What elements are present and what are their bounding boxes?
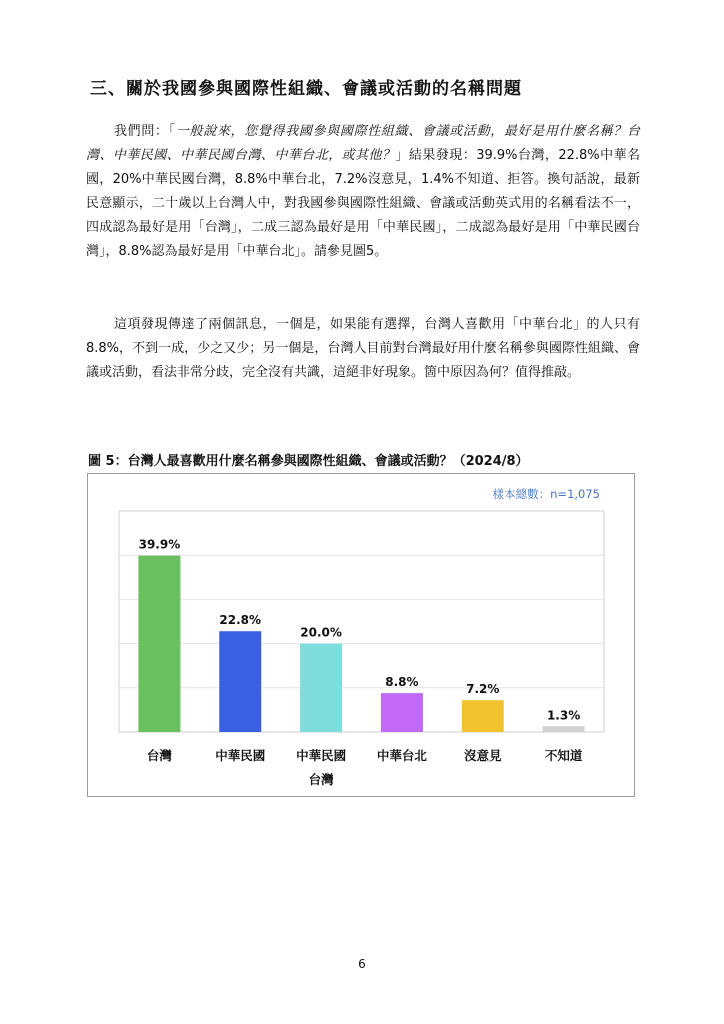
bar-1 xyxy=(138,556,180,732)
paragraph-1 xyxy=(86,120,640,264)
paragraph-1-lead: 我們問：「 xyxy=(114,124,176,139)
paragraph-2: 這項發現傳達了兩個訊息，一個是，如果能有選擇，台灣人喜歡用「中華台北」的人只有 8.8%，不到一成，少之又少；另一個是，台灣人目前對台灣最好用什麼名稱參與國際性組織、會議或活動，看法非常分歧，完全沒有共識，這絕非好現象。箇中原因為何？值得推敲。 xyxy=(86,317,640,380)
sample-size-label: 樣本總數：n=1,075 xyxy=(492,487,600,501)
category-label-3-line-1: 中華民國 xyxy=(296,748,347,763)
figure-title: 圖 5：台灣人最喜歡用什麼名稱參與國際性組織、會議或活動？（2024/8） xyxy=(88,454,529,469)
plot-area xyxy=(119,511,604,732)
bar-chart xyxy=(88,474,636,798)
chart-container xyxy=(87,473,635,797)
category-label-6: 不知道 xyxy=(544,748,583,763)
data-label-4: 8.8% xyxy=(385,675,419,690)
section-heading: 三、關於我國參與國際性組織、會議或活動的名稱問題 xyxy=(90,79,522,99)
bar-5 xyxy=(462,700,504,732)
category-label-2: 中華民國 xyxy=(215,748,266,763)
paragraph-1-rest: 」結果發現：39.9%台灣，22.8%中華名國，20%中華民國台灣，8.8%中華台北，7.2%沒意見，1.4%不知道、拒答。換句話說，最新民意顯示，二十歲以上台灣人中，對我國參與國際性組織、會議或活動英式用的名稱看法不一，四成認為最好是用「台灣」，二成三認為最好是用「中華民國」，二成認為最好是用「中華民國台灣」，8.8%認為最好是用「中華台北」。請參見圖5。 xyxy=(86,148,640,259)
bar-6 xyxy=(543,726,585,732)
category-label-4: 中華台北 xyxy=(376,748,427,763)
data-label-6: 1.3% xyxy=(546,708,581,723)
bar-2 xyxy=(219,631,261,732)
category-label-5: 沒意見 xyxy=(463,748,502,763)
category-label-1: 台灣 xyxy=(146,748,172,763)
category-label-3-line-2: 台灣 xyxy=(308,772,334,787)
page-number: 6 xyxy=(358,957,366,971)
data-label-5: 7.2% xyxy=(466,682,500,697)
data-label-3: 20.0% xyxy=(300,625,342,640)
data-label-2: 22.8% xyxy=(219,613,262,628)
bar-3 xyxy=(300,644,342,732)
paragraph-1-question: 一般說來，您覺得我國參與國際性組織、會議或活動，最好是用什麼名稱？台灣、中華民國、中華民國台灣、中華台北，或其他？ xyxy=(86,124,640,163)
data-label-1: 39.9% xyxy=(138,537,181,552)
bar-4 xyxy=(381,693,423,732)
